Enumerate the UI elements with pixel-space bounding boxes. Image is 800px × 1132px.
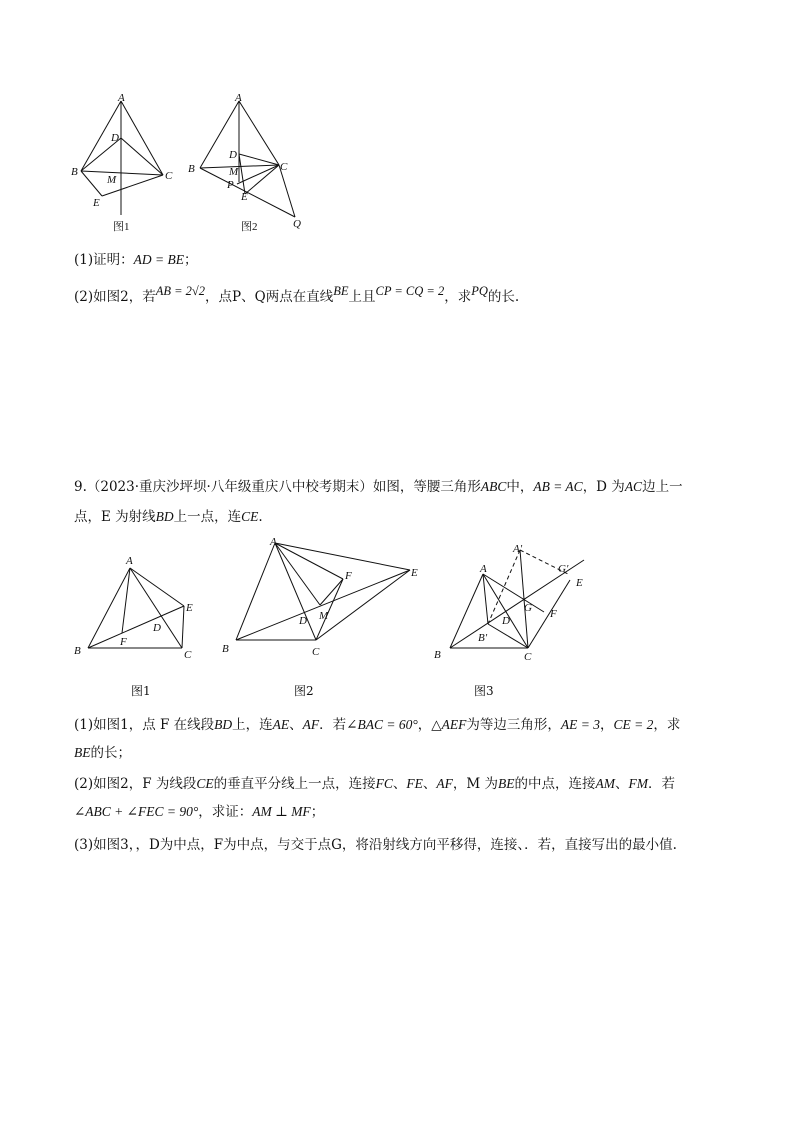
label-e: E: [186, 602, 193, 614]
q9-figure-1-caption: 图1: [131, 684, 151, 698]
q9-part1-line2: BE的长；: [74, 745, 131, 761]
q8-figure-2: [183, 92, 308, 232]
segment-ce: [528, 580, 570, 648]
q8-figure-1: [68, 92, 180, 232]
label-c: C: [524, 651, 532, 663]
label-b: B: [74, 645, 81, 657]
label-d: D: [229, 149, 237, 161]
segment-af: [122, 568, 130, 633]
label-e: E: [93, 197, 100, 209]
segment-ae: [275, 543, 410, 570]
math-be: BE: [333, 284, 349, 298]
segment-af: [275, 543, 343, 579]
q9-figure-1: [65, 550, 210, 660]
label-a: A: [126, 555, 133, 567]
label-b: B: [222, 643, 229, 655]
figure-caption: 图2: [241, 221, 258, 232]
segment-de: [239, 154, 245, 194]
q9-figure-3: [428, 538, 593, 663]
segment-ce: [316, 570, 410, 640]
label-f: F: [345, 570, 352, 582]
q9-part3: (3)如图3，，D为中点，F为中点，与交于点G，将沿射线方向平移得，连接、．若，直接写出的最小值.: [74, 837, 677, 853]
label-e: E: [576, 577, 583, 589]
segment-ae: [130, 568, 184, 606]
segment-ac: [121, 101, 163, 175]
label-e: E: [241, 191, 248, 203]
label-c: C: [184, 649, 192, 660]
label-c: C: [165, 170, 173, 182]
segment-bc: [81, 171, 163, 175]
q9-figure-2-caption: 图2: [294, 684, 314, 698]
label-m: M: [107, 174, 117, 186]
label-g-prime: G′: [558, 563, 569, 575]
segment-be: [236, 570, 410, 640]
segment-ab: [236, 543, 275, 640]
label-m: M: [319, 610, 329, 622]
label-a-prime: A′: [513, 543, 523, 555]
q9-part2-line2: ∠ABC + ∠FEC = 90°，求证：AM ⊥ MF；: [74, 804, 325, 820]
label-e: E: [411, 567, 418, 579]
label-a: A: [235, 92, 242, 104]
q9-intro-line2: 点，E 为射线BD上一点，连CE.: [74, 509, 263, 525]
segment-ac: [130, 568, 182, 648]
label-c: C: [280, 161, 288, 173]
label-d: D: [111, 132, 119, 144]
segment-a-prime-c: [520, 550, 528, 648]
label-b: B: [71, 166, 78, 178]
figure-caption: 图1: [113, 221, 130, 232]
q8-part1: (1)证明：AD = BE；: [74, 252, 198, 268]
q9-part1-line1: (1)如图1，点 F 在线段BD上，连AE、AF．若∠BAC = 60°，△AEF为等边三角形，AE = 3，CE = 2，求: [74, 717, 681, 733]
label-d: D: [502, 615, 510, 627]
segment-be: [88, 606, 184, 648]
label-a: A: [118, 92, 125, 104]
label-a: A: [480, 563, 487, 575]
label-a: A: [270, 536, 277, 548]
label-c: C: [312, 646, 320, 658]
label-p: P: [227, 179, 234, 191]
segment-b-prime-c: [488, 624, 528, 648]
segment-be: [81, 171, 102, 196]
label-b: B: [188, 163, 195, 175]
label-f: F: [550, 608, 557, 620]
q9-figure-3-caption: 图3: [474, 684, 494, 698]
segment-ce: [245, 165, 279, 194]
q9-figure-2: [220, 535, 430, 660]
label-g: G: [524, 602, 532, 614]
label-d: D: [299, 615, 307, 627]
q9-part2-line1: (2)如图2，F 为线段CE的垂直平分线上一点，连接FC、FE、AF，M 为BE的中点，连接AM、FM．若: [74, 776, 676, 792]
q9-intro-line1: 9.（2023·重庆沙坪坝·八年级重庆八中校考期末）如图，等腰三角形ABC中，AB = AC，D 为AC边上一: [74, 479, 683, 495]
label-b: B: [434, 649, 441, 661]
q8-part2: (2)如图2，若AB = 2√2，点P、Q两点在直线BE上且CP = CQ = 2，求PQ的长.: [74, 284, 520, 305]
math-cp-cq: CP = CQ = 2: [375, 284, 445, 298]
label-f: F: [120, 636, 127, 648]
label-q: Q: [293, 218, 301, 230]
segment-ec: [182, 606, 184, 648]
label-m: M: [229, 166, 239, 178]
label-b-prime: B′: [478, 632, 488, 644]
math-ab-value: AB = 2√2: [155, 284, 206, 298]
math-ad-eq-be: AD = BE: [133, 252, 184, 267]
label-d: D: [153, 622, 161, 634]
segment-dc: [121, 138, 163, 175]
math-pq: PQ: [471, 284, 488, 298]
